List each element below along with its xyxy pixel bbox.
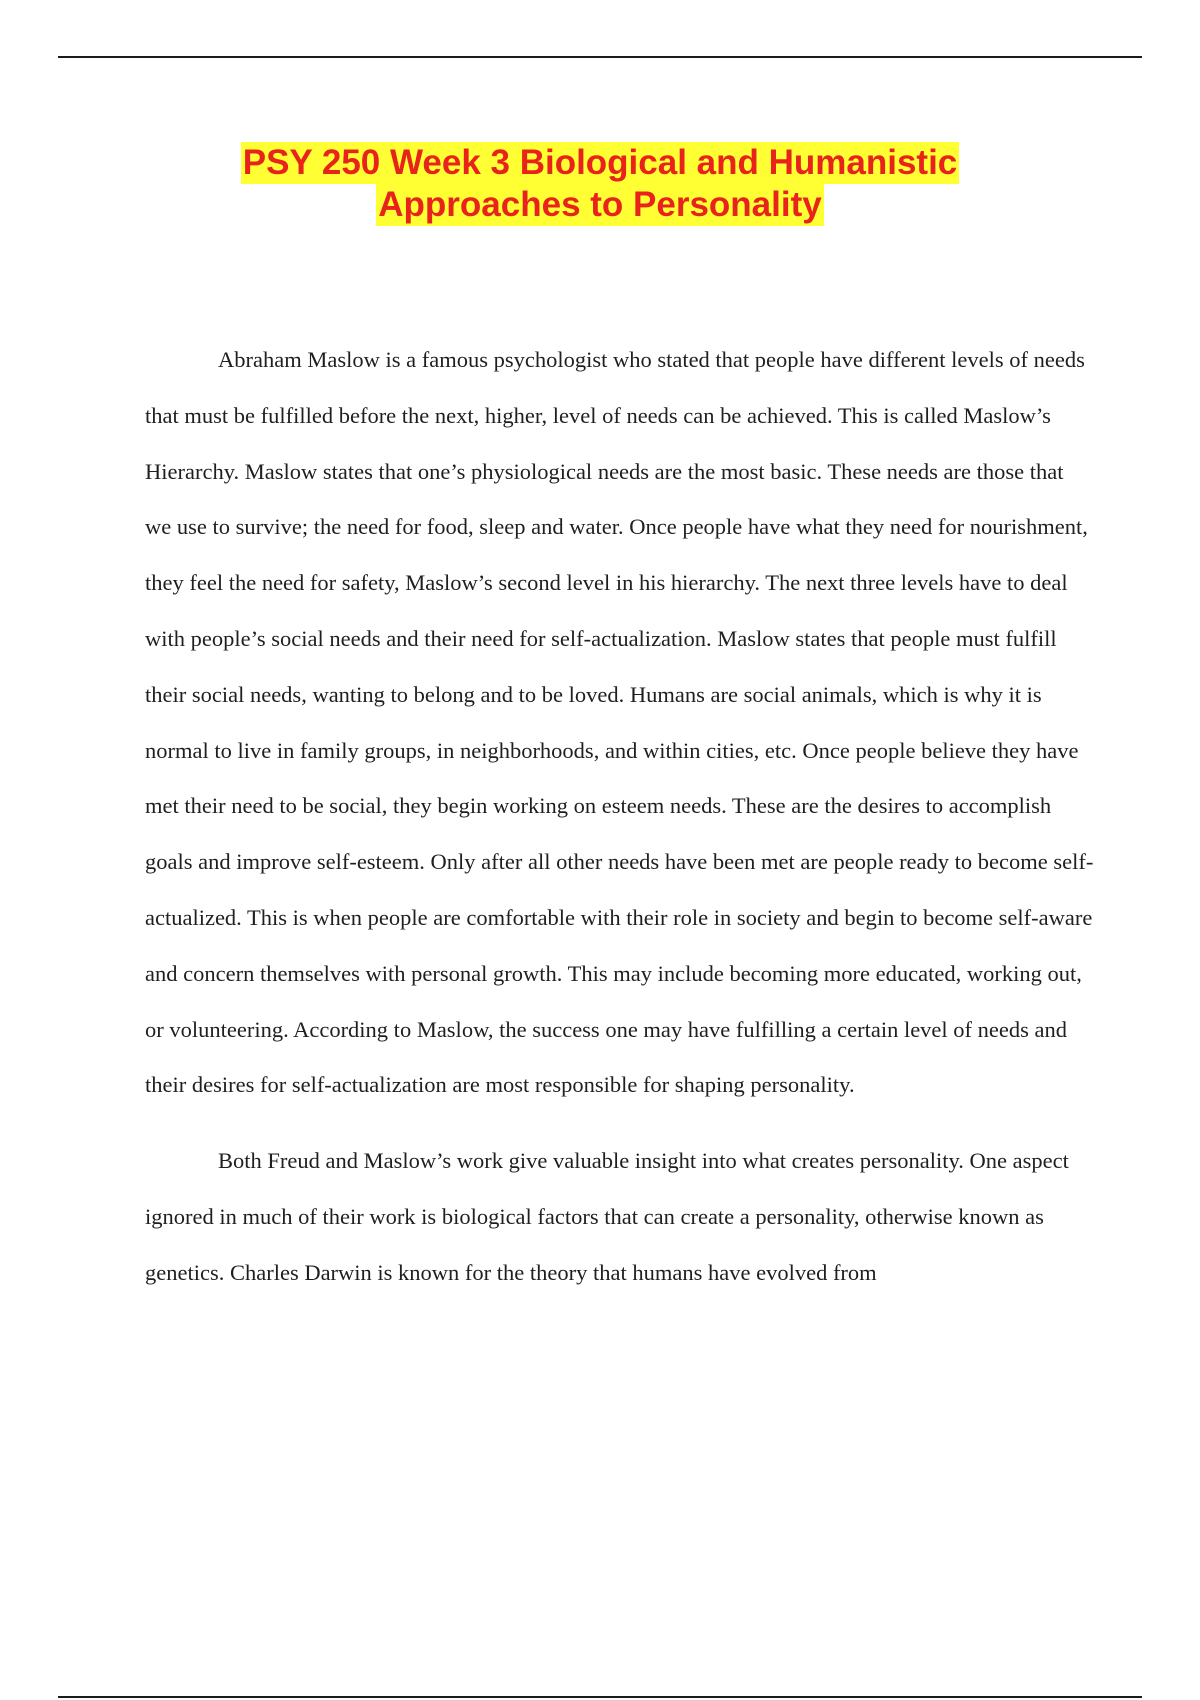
document-title [0, 142, 1200, 226]
document-body [145, 332, 1095, 1301]
paragraph-1: Abraham Maslow is a famous psychologist who stated that people have different levels of needs that must be fulfilled before the next, higher, level of needs can be achieved. This is called Maslow’s Hierarchy. Maslow states that one’s physiological needs are the most basic. These needs are those that we use to survive; the need for food, sleep and water. Once people have what they need for nourishment, they feel the need for safety, Maslow’s second level in his hierarchy. The next three levels have to deal with people’s social needs and their need for self-actualization. Maslow states that people must fulfill their social needs, wanting to belong and to be loved. Humans are social animals, which is why it is normal to live in family groups, in neighborhoods, and within cities, etc. Once people believe they have met their need to be social, they begin working on esteem needs. These are the desires to accomplish goals and improve self-esteem. Only after all other needs have been met are people ready to become self-actualized. This is when people are comfortable with their role in society and begin to become self-aware and concern themselves with personal growth. This may include becoming more educated, working out, or volunteering. According to Maslow, the success one may have fulfilling a certain level of needs and their desires for self-actualization are most responsible for shaping personality. [145, 347, 1094, 1098]
paragraph-2: Both Freud and Maslow’s work give valuable insight into what creates personality. One aspect ignored in much of their work is biological factors that can create a personality, otherwise known as genetics. Charles Darwin is known for the theory that humans have evolved from [145, 1148, 1069, 1285]
title-line-1: PSY 250 Week 3 Biological and Humanistic [242, 143, 958, 182]
bottom-rule [58, 1696, 1142, 1698]
title-line-2: Approaches to Personality [378, 185, 822, 224]
top-rule [58, 56, 1142, 58]
